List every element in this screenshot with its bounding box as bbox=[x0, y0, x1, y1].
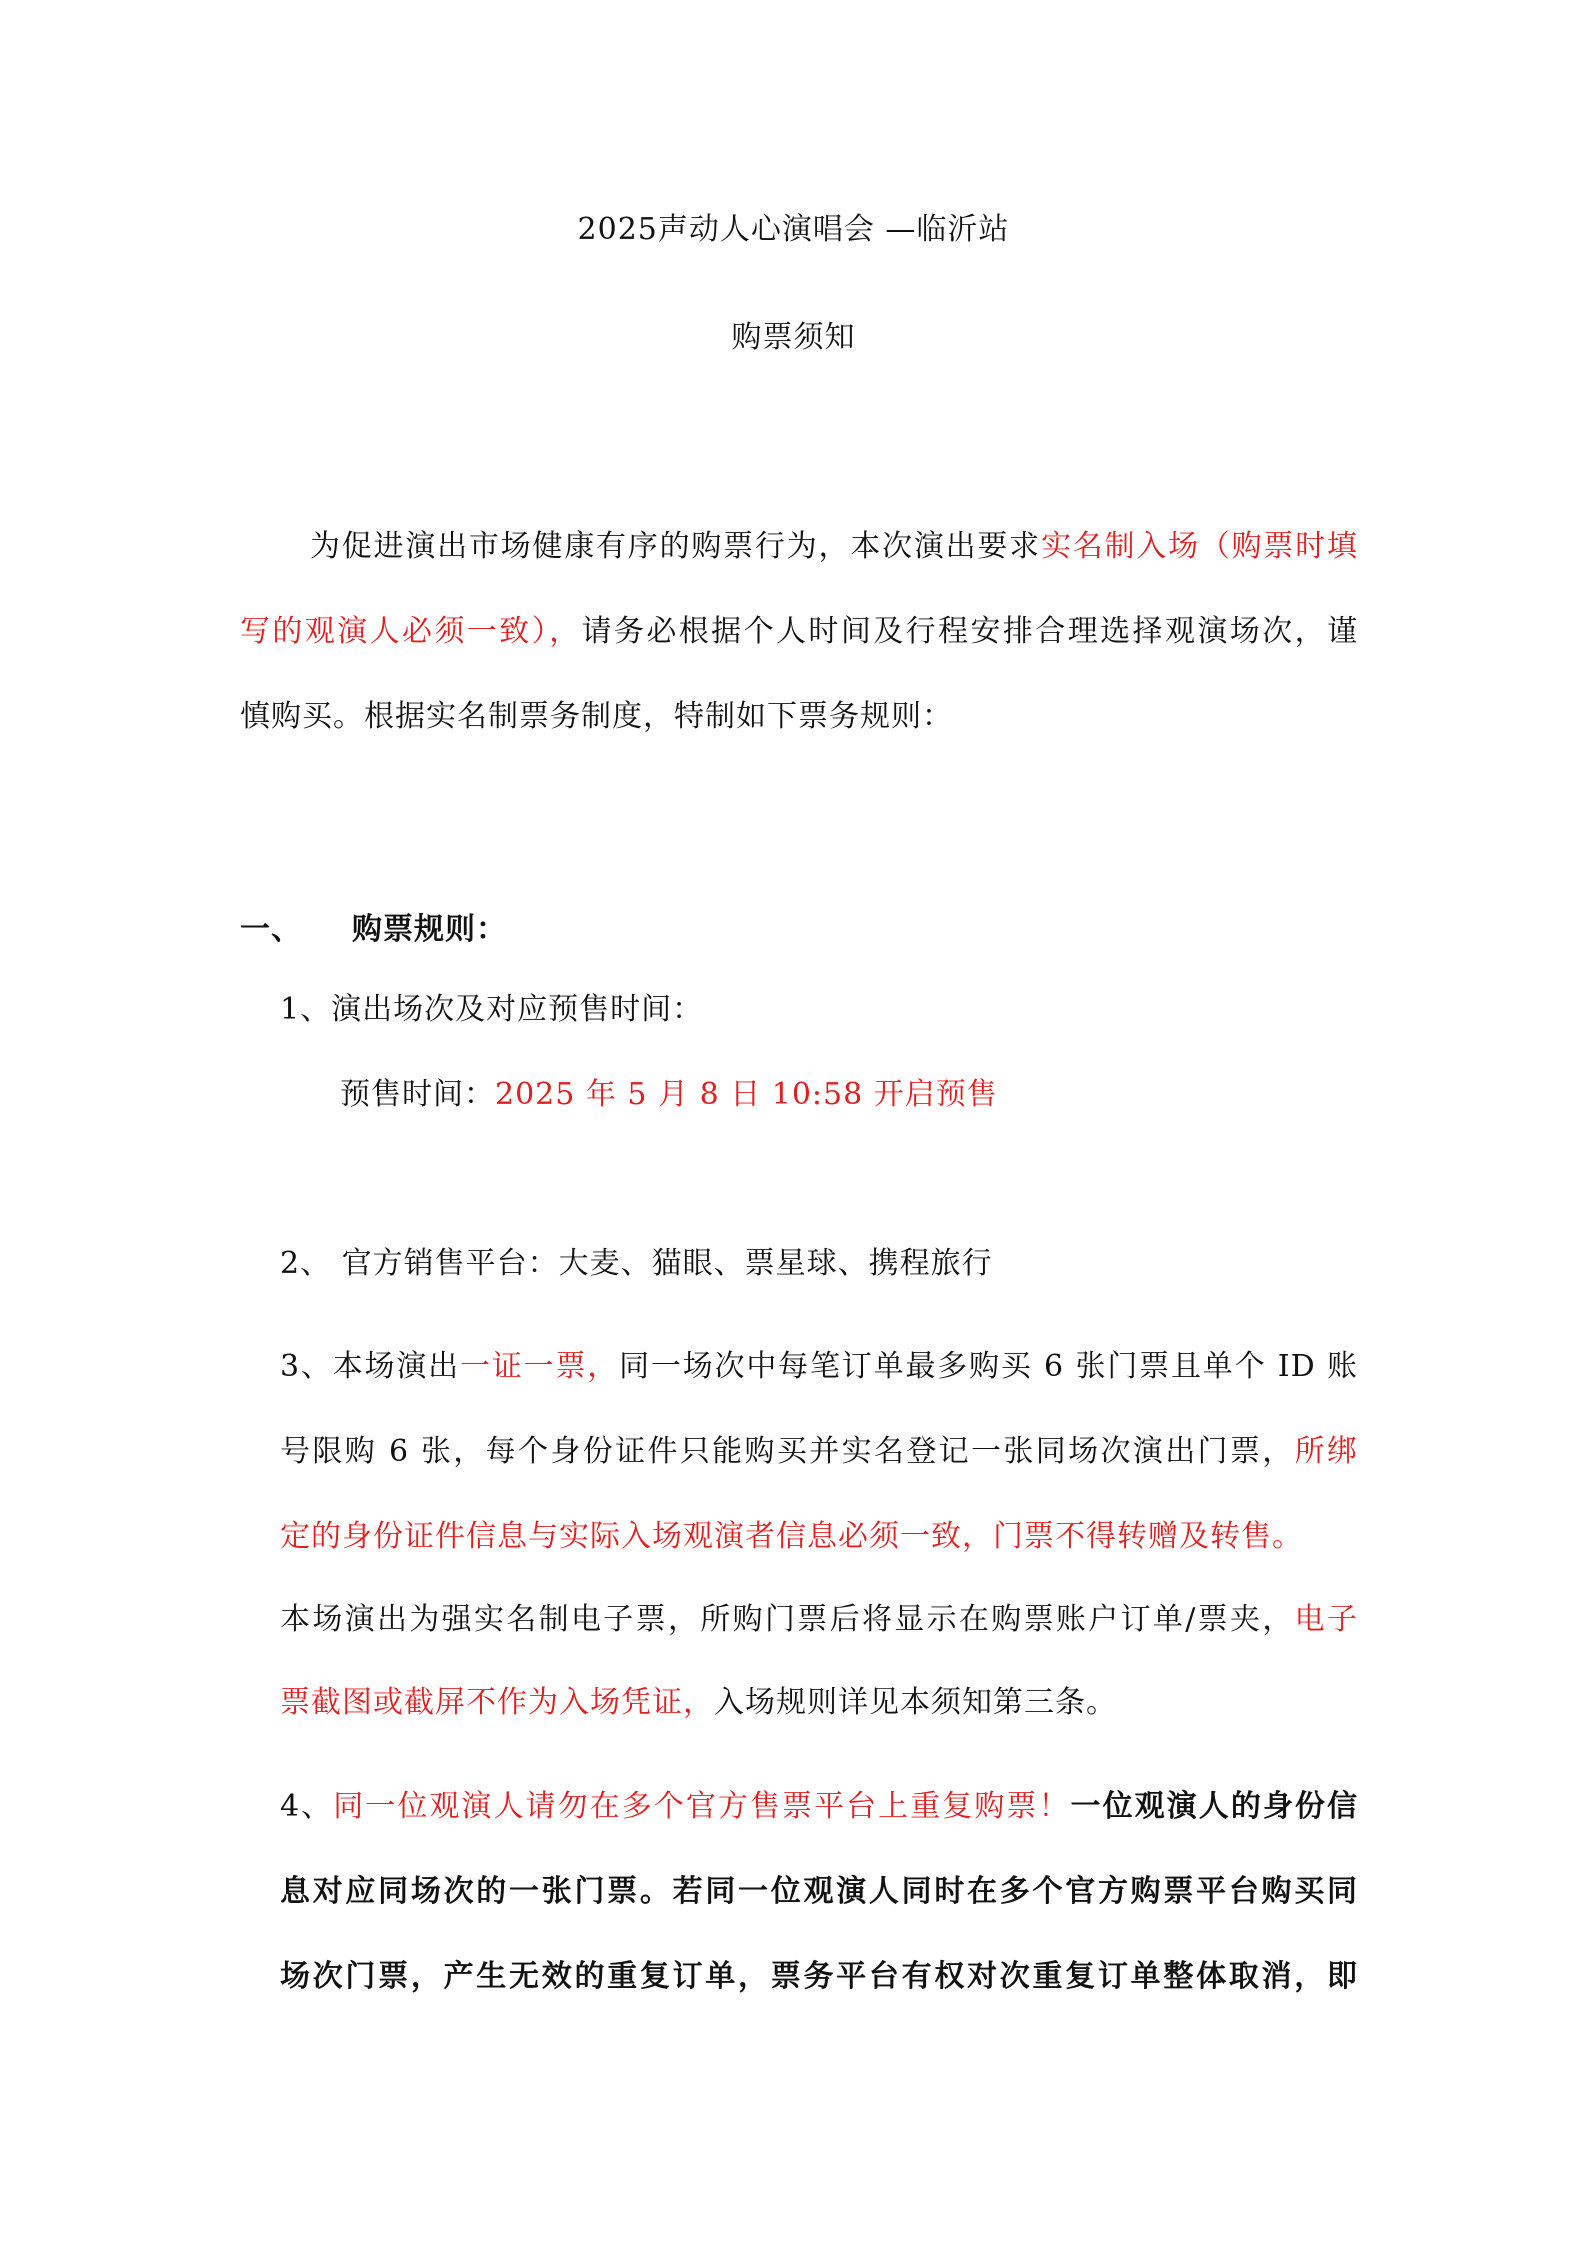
item-4-text: 一位观演人的身份信 bbox=[1070, 1789, 1358, 1824]
item-4-line-2: 息对应同场次的一张门票。若同一位观演人同时在多个官方购票平台购买同 bbox=[280, 1874, 1358, 1909]
item-3-line-2 bbox=[280, 1432, 1358, 1472]
item-3-line-1 bbox=[280, 1347, 1358, 1387]
intro-text: 请务必根据个人时间及行程安排合理选择观演场次，谨 bbox=[581, 614, 1359, 649]
item-3-text: 入场规则详见本须知第三条。 bbox=[714, 1685, 1117, 1720]
section-number: 一、 bbox=[240, 912, 302, 947]
item-4-line-3: 场次门票，产生无效的重复订单，票务平台有权对次重复订单整体取消，即 bbox=[280, 1959, 1358, 1994]
item-3-text: 本场演出为强实名制电子票，所购门票后将显示在购票账户订单/票夹， bbox=[280, 1602, 1295, 1637]
item-3-line-4 bbox=[280, 1600, 1358, 1640]
item-4-number: 4、 bbox=[280, 1789, 334, 1824]
item-4-line-1 bbox=[280, 1787, 1358, 1827]
intro-highlight: 实名制入场（购票时填 bbox=[1040, 529, 1358, 564]
presale-time: 2025 年 5 月 8 日 10:58 开启预售 bbox=[495, 1077, 998, 1112]
intro-line-1 bbox=[310, 527, 1358, 567]
item-3-line-5 bbox=[280, 1683, 1117, 1723]
item-2-platforms: 2、 官方销售平台：大麦、猫眼、票星球、携程旅行 bbox=[280, 1246, 993, 1281]
section-title: 购票规则： bbox=[352, 912, 507, 947]
item-3-line-3: 定的身份证件信息与实际入场观演者信息必须一致，门票不得转赠及转售。 bbox=[280, 1519, 1303, 1554]
intro-text: 为促进演出市场健康有序的购票行为，本次演出要求 bbox=[310, 529, 1041, 564]
item-3-highlight: 一证一票， bbox=[460, 1349, 620, 1384]
intro-line-3: 慎购买。根据实名制票务制度，特制如下票务规则： bbox=[240, 699, 953, 734]
intro-highlight: 写的观演人必须一致）， bbox=[240, 614, 582, 649]
presale-line bbox=[340, 1075, 998, 1115]
item-3-highlight: 所绑 bbox=[1294, 1434, 1358, 1469]
item-3-highlight: 电子 bbox=[1294, 1602, 1359, 1637]
presale-label: 预售时间： bbox=[340, 1077, 495, 1112]
section-heading bbox=[240, 910, 507, 950]
item-1-label: 1、演出场次及对应预售时间： bbox=[280, 992, 704, 1027]
item-3-text: 同一场次中每笔订单最多购买 6 张门票且单个 ID 账 bbox=[619, 1349, 1359, 1384]
intro-line-2 bbox=[240, 612, 1358, 652]
document-subtitle: 购票须知 bbox=[731, 320, 856, 355]
item-3-text: 号限购 6 张，每个身份证件只能购买并实名登记一张同场次演出门票， bbox=[280, 1434, 1295, 1469]
item-3-text: 3、本场演出 bbox=[280, 1349, 460, 1384]
document-title: 2025声动人心演唱会 —临沂站 bbox=[577, 212, 1010, 247]
item-4-warning: 同一位观演人请勿在多个官方售票平台上重复购票！ bbox=[333, 1789, 1071, 1824]
item-3-highlight: 票截图或截屏不作为入场凭证， bbox=[280, 1685, 714, 1720]
